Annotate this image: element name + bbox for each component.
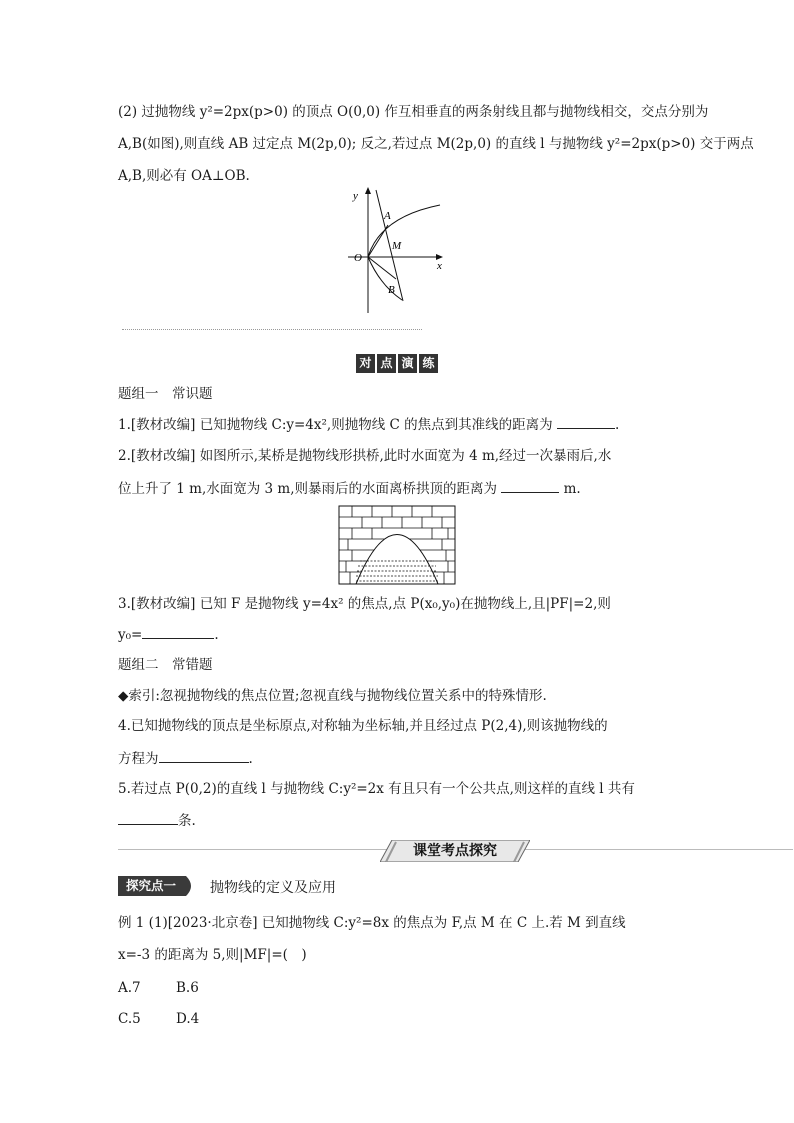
question-4-prefix: 方程为 [118,751,159,767]
question-2-line-1: 2.[教材改编] 如图所示,某桥是抛物线形拱桥,此时水面宽为 4 m,经过一次暴雨后,水 [118,448,612,464]
section-title-practice [356,352,440,372]
intro-line-1: (2) 过抛物线 y²=2px(p>0) 的顶点 O(0,0) 作互相垂直的两条射线且都与抛物线相交，交点分别为 [118,104,709,120]
option-d[interactable]: D.4 [176,1011,200,1027]
explore-badge [118,876,196,896]
intro-line-2: A,B(如图),则直线 AB 过定点 M(2p,0); 反之,若过点 M(2p,0) 的直线 l 与抛物线 y²=2px(p>0) 交于两点 [118,136,754,152]
label-b: B [388,284,395,296]
answer-blank-5[interactable] [118,810,178,825]
group-1-title: 题组一 常识题 [118,386,213,402]
answer-blank-2[interactable] [501,478,559,493]
option-c[interactable]: C.5 [118,1011,141,1027]
label-y: y [353,190,358,202]
group-2-title: 题组二 常错题 [118,657,213,673]
answer-blank-3[interactable] [142,624,214,639]
parabola-figure [340,185,455,315]
y-axis-arrow [365,187,371,194]
example-1-line-2: x=-3 的距离为 5,则|MF|=( ) [118,947,307,963]
section-title-char: 练 [419,354,438,373]
section-title-char: 演 [398,354,417,373]
arch-bridge-figure [338,505,456,585]
question-3-prefix: y₀= [118,627,143,643]
parabola-curve [368,205,440,300]
question-5-line-2 [118,810,196,831]
dotted-divider [122,329,422,330]
ray-ob [368,257,396,279]
question-5-line-1: 5.若过点 P(0,2)的直线 l 与抛物线 C:y²=2x 有且只有一个公共点,则这样的直线 l 共有 [118,781,635,797]
question-2-line-2 [118,478,581,499]
question-1-end: . [614,417,620,433]
section-title-char: 点 [377,354,396,373]
label-a: A [384,210,391,222]
label-x: x [437,260,442,272]
answer-blank-4[interactable] [159,748,249,763]
badge-label: 探究点一 [126,878,177,893]
question-2-text: 位上升了 1 m,水面宽为 3 m,则暴雨后的水面离桥拱顶的距离为 [118,481,498,497]
question-4-end: . [248,751,253,767]
question-1 [118,414,619,435]
example-1-line-1: 例 1 (1)[2023·北京卷] 已知抛物线 C:y²=8x 的焦点为 F,点 M 在 C 上.若 M 到直线 [118,915,626,931]
section-title-char: 对 [356,354,375,373]
question-4-line-1: 4.已知抛物线的顶点是坐标原点,对称轴为坐标轴,并且经过点 P(2,4),则该抛物线的 [118,718,608,734]
question-4-line-2 [118,748,253,769]
question-5-end: 条. [178,813,196,829]
intro-line-3: A,B,则必有 OA⊥OB. [118,168,250,184]
section-banner [380,840,530,862]
explore-title: 抛物线的定义及应用 [210,880,336,896]
answer-blank-1[interactable] [557,414,615,429]
question-2-end: m. [563,481,581,497]
hint-text: ◆索引:忽视抛物线的焦点位置;忽视直线与抛物线位置关系中的特殊情形. [118,688,547,704]
question-1-text: 1.[教材改编] 已知抛物线 C:y=4x²,则抛物线 C 的焦点到其准线的距离为 [118,417,553,433]
option-b[interactable]: B.6 [176,980,199,996]
question-3-line-1: 3.[教材改编] 已知 F 是抛物线 y=4x² 的焦点,点 P(x₀,y₀)在抛物线上,且|PF|=2,则 [118,596,611,612]
question-3-end: . [214,627,219,643]
label-m: M [392,240,402,252]
label-o: O [354,252,362,264]
ray-oa [368,225,388,257]
option-a[interactable]: A.7 [118,980,141,996]
banner-title: 课堂考点探究 [413,843,497,859]
question-3-line-2 [118,624,219,645]
